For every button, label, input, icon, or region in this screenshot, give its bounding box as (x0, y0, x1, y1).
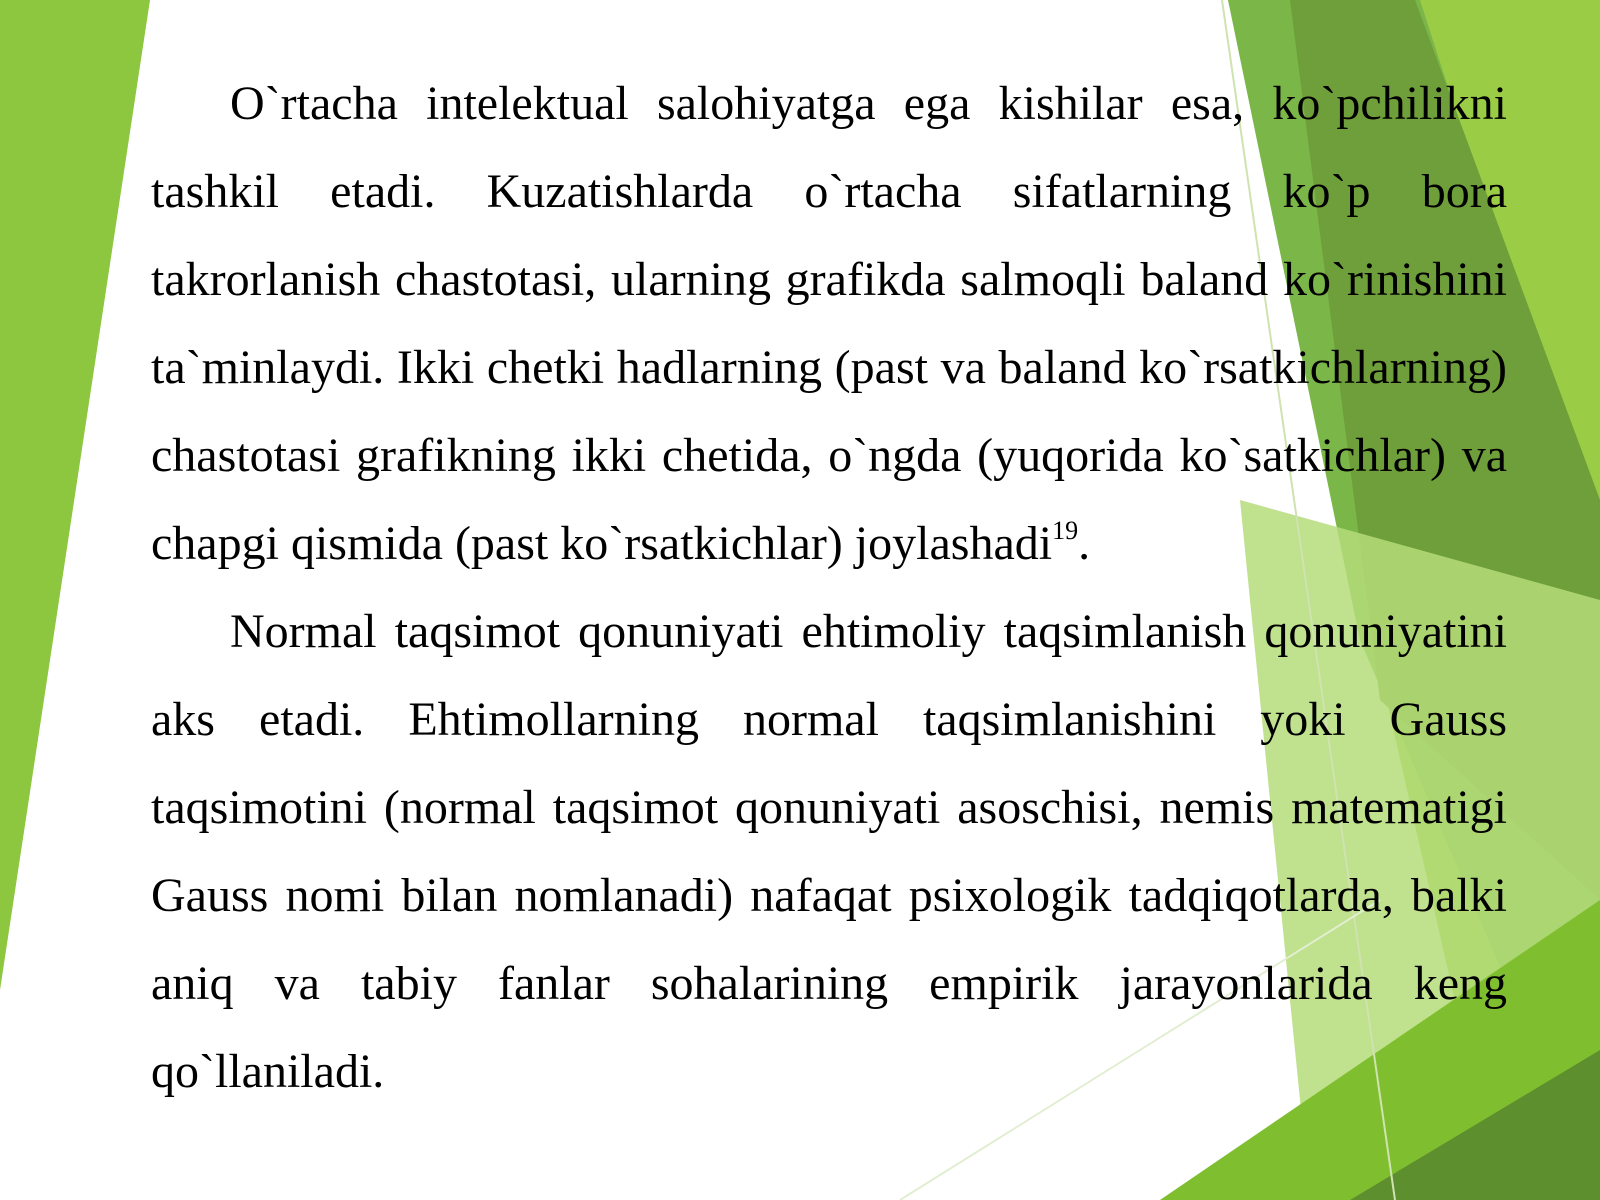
paragraph-1 (151, 60, 1507, 588)
footnote-marker: 19 (1052, 516, 1079, 545)
paragraph-1-text: O`rtacha intelektual salohiyatga ega kishilar esa, ko`pchilikni tashkil etadi. Kuzatishlarda o`rtacha sifatlarning ko`p bora takrorlanish chastotasi, ularning grafikda salmoqli baland ko`rinishini ta`minlaydi. Ikki chetki hadlarning (past va baland ko`rsatkichlarning) chastotasi grafikning ikki chetida, o`ngda (yuqorida ko`satkichlar) va chapgi qismida (past ko`rsatkichlar) joylashadi (151, 77, 1507, 570)
body-text (151, 60, 1507, 1116)
paragraph-2 (151, 588, 1507, 1116)
paragraph-2-text: Normal taqsimot qonuniyati ehtimoliy taqsimlanish qonuniyatini aks etadi. Ehtimollarning normal taqsimlanishini yoki Gauss taqsimotini (normal taqsimot qonuniyati asoschisi, nemis matematigi Gauss nomi bilan nomlanadi) nafaqat psixologik tadqiqotlarda, balki aniq va tabiy fanlar sohalarining empirik jarayonlarida keng qo`llaniladi. (151, 605, 1507, 1098)
left-green-wedge (0, 0, 150, 990)
paragraph-1-end: . (1078, 517, 1091, 570)
